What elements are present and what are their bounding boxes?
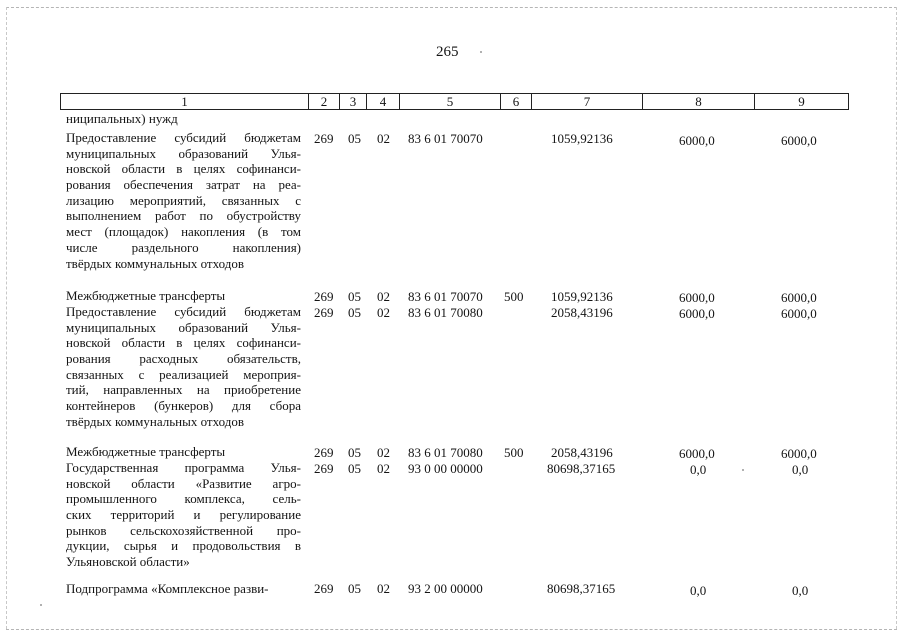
description-line: твёрдых коммунальных отходов <box>66 255 244 271</box>
cell-code-4: 02 <box>377 131 390 146</box>
scan-speck <box>40 604 42 606</box>
cell-amount-9: 6000,0 <box>781 446 817 461</box>
description-line: новской области в целях софинанси- <box>66 161 301 177</box>
cell-code-2: 269 <box>314 445 334 460</box>
row-description <box>66 581 301 597</box>
cell-code-2: 269 <box>314 305 334 320</box>
header-cell-3: 3 <box>340 94 367 109</box>
description-line: муниципальных образований Улья- <box>66 319 301 335</box>
row-description <box>66 304 301 430</box>
header-cell-9: 9 <box>798 94 805 109</box>
cell-amount-8: 6000,0 <box>679 306 715 321</box>
cell-amount-8: 6000,0 <box>679 446 715 461</box>
cell-amount-7: 1059,92136 <box>551 289 613 304</box>
cell-code-5: 83 6 01 70080 <box>408 445 483 460</box>
cell-code-6: 500 <box>504 445 524 460</box>
cell-amount-7: 2058,43196 <box>551 445 613 460</box>
cell-amount-9: 0,0 <box>792 583 809 598</box>
description-line: Государственная программа Улья- <box>66 460 301 475</box>
description-line: лизацию мероприятий, связанных с <box>66 192 301 208</box>
description-line: мест (площадок) накопления (в том <box>66 224 301 240</box>
description-line: Предоставление субсидий бюджетам <box>66 130 301 145</box>
description-line: контейнеров (бункеров) для сбора <box>66 398 301 414</box>
cell-code-6: 500 <box>504 289 524 304</box>
description-line: рования обеспечения затрат на реа- <box>66 177 301 193</box>
header-cell-8: 8 <box>643 94 755 109</box>
cell-amount-9: 0,0 <box>792 462 809 477</box>
cell-code-2: 269 <box>314 581 334 596</box>
cell-code-5: 83 6 01 70080 <box>408 305 483 320</box>
cell-code-3: 05 <box>348 289 361 304</box>
description-line: Подпрограмма «Комплексное разви- <box>66 581 269 596</box>
description-line: рования расходных обязательств, <box>66 351 301 367</box>
cell-amount-7: 80698,37165 <box>547 581 616 596</box>
description-line: твёрдых коммунальных отходов <box>66 413 244 429</box>
cell-code-3: 05 <box>348 581 361 596</box>
page-border-right <box>896 7 897 629</box>
cell-code-4: 02 <box>377 461 390 476</box>
scan-speck <box>742 469 744 471</box>
description-line: новской области в целях софинанси- <box>66 335 301 351</box>
cell-amount-7: 1059,92136 <box>551 131 613 146</box>
description-line: тий, направленных на приобретение <box>66 382 301 398</box>
table-header <box>60 93 849 110</box>
cell-amount-9: 6000,0 <box>781 133 817 148</box>
description-line: ских территорий и регулирование <box>66 507 301 523</box>
description-line: Межбюджетные трансферты <box>66 288 226 303</box>
cell-amount-8: 6000,0 <box>679 290 715 305</box>
cell-code-5: 93 0 00 00000 <box>408 461 483 476</box>
page-number: 265 <box>436 44 459 60</box>
cell-code-3: 05 <box>348 305 361 320</box>
page-border-top <box>6 7 897 8</box>
cell-amount-7: 80698,37165 <box>547 461 616 476</box>
cell-code-4: 02 <box>377 305 390 320</box>
page-border-bottom <box>6 629 897 630</box>
row-description <box>66 288 301 304</box>
header-cell-1: 1 <box>61 94 309 109</box>
cell-code-4: 02 <box>377 445 390 460</box>
description-line: Предоставление субсидий бюджетам <box>66 304 301 319</box>
description-line: промышленного комплекса, сель- <box>66 491 301 507</box>
header-cell-7: 7 <box>532 94 643 109</box>
description-line: Межбюджетные трансферты <box>66 444 226 459</box>
description-line: новской области «Развитие агро- <box>66 475 301 491</box>
cell-amount-9: 6000,0 <box>781 290 817 305</box>
page-border-left <box>6 7 7 629</box>
description-line: выполнением работ по обустройству <box>66 208 301 224</box>
cell-amount-8: 6000,0 <box>679 133 715 148</box>
header-cell-2: 2 <box>309 94 340 109</box>
cell-code-3: 05 <box>348 461 361 476</box>
header-cell-5: 5 <box>400 94 501 109</box>
cell-code-4: 02 <box>377 581 390 596</box>
header-cell-4: 4 <box>367 94 400 109</box>
row-description <box>66 444 301 460</box>
cell-amount-7: 2058,43196 <box>551 305 613 320</box>
cell-code-3: 05 <box>348 445 361 460</box>
description-line: связанных с реализацией мероприя- <box>66 366 301 382</box>
description-line: Ульяновской области» <box>66 554 190 570</box>
continuation-text: ниципальных) нужд <box>66 111 178 126</box>
cell-code-5: 83 6 01 70070 <box>408 289 483 304</box>
row-description <box>66 130 301 271</box>
cell-code-3: 05 <box>348 131 361 146</box>
cell-amount-8: 0,0 <box>690 462 707 477</box>
description-line: дукции, сырья и продовольствия в <box>66 538 301 554</box>
cell-code-4: 02 <box>377 289 390 304</box>
row-description <box>66 460 301 570</box>
scan-speck <box>480 51 482 53</box>
description-line: муниципальных образований Улья- <box>66 145 301 161</box>
cell-code-5: 93 2 00 00000 <box>408 581 483 596</box>
cell-code-2: 269 <box>314 461 334 476</box>
description-line: рынков сельскохозяйственной про- <box>66 522 301 538</box>
description-line: числе раздельного накопления) <box>66 239 301 255</box>
cell-code-2: 269 <box>314 289 334 304</box>
cell-code-2: 269 <box>314 131 334 146</box>
header-cell-6: 6 <box>501 94 532 109</box>
cell-amount-9: 6000,0 <box>781 306 817 321</box>
cell-code-5: 83 6 01 70070 <box>408 131 483 146</box>
cell-amount-8: 0,0 <box>690 583 707 598</box>
